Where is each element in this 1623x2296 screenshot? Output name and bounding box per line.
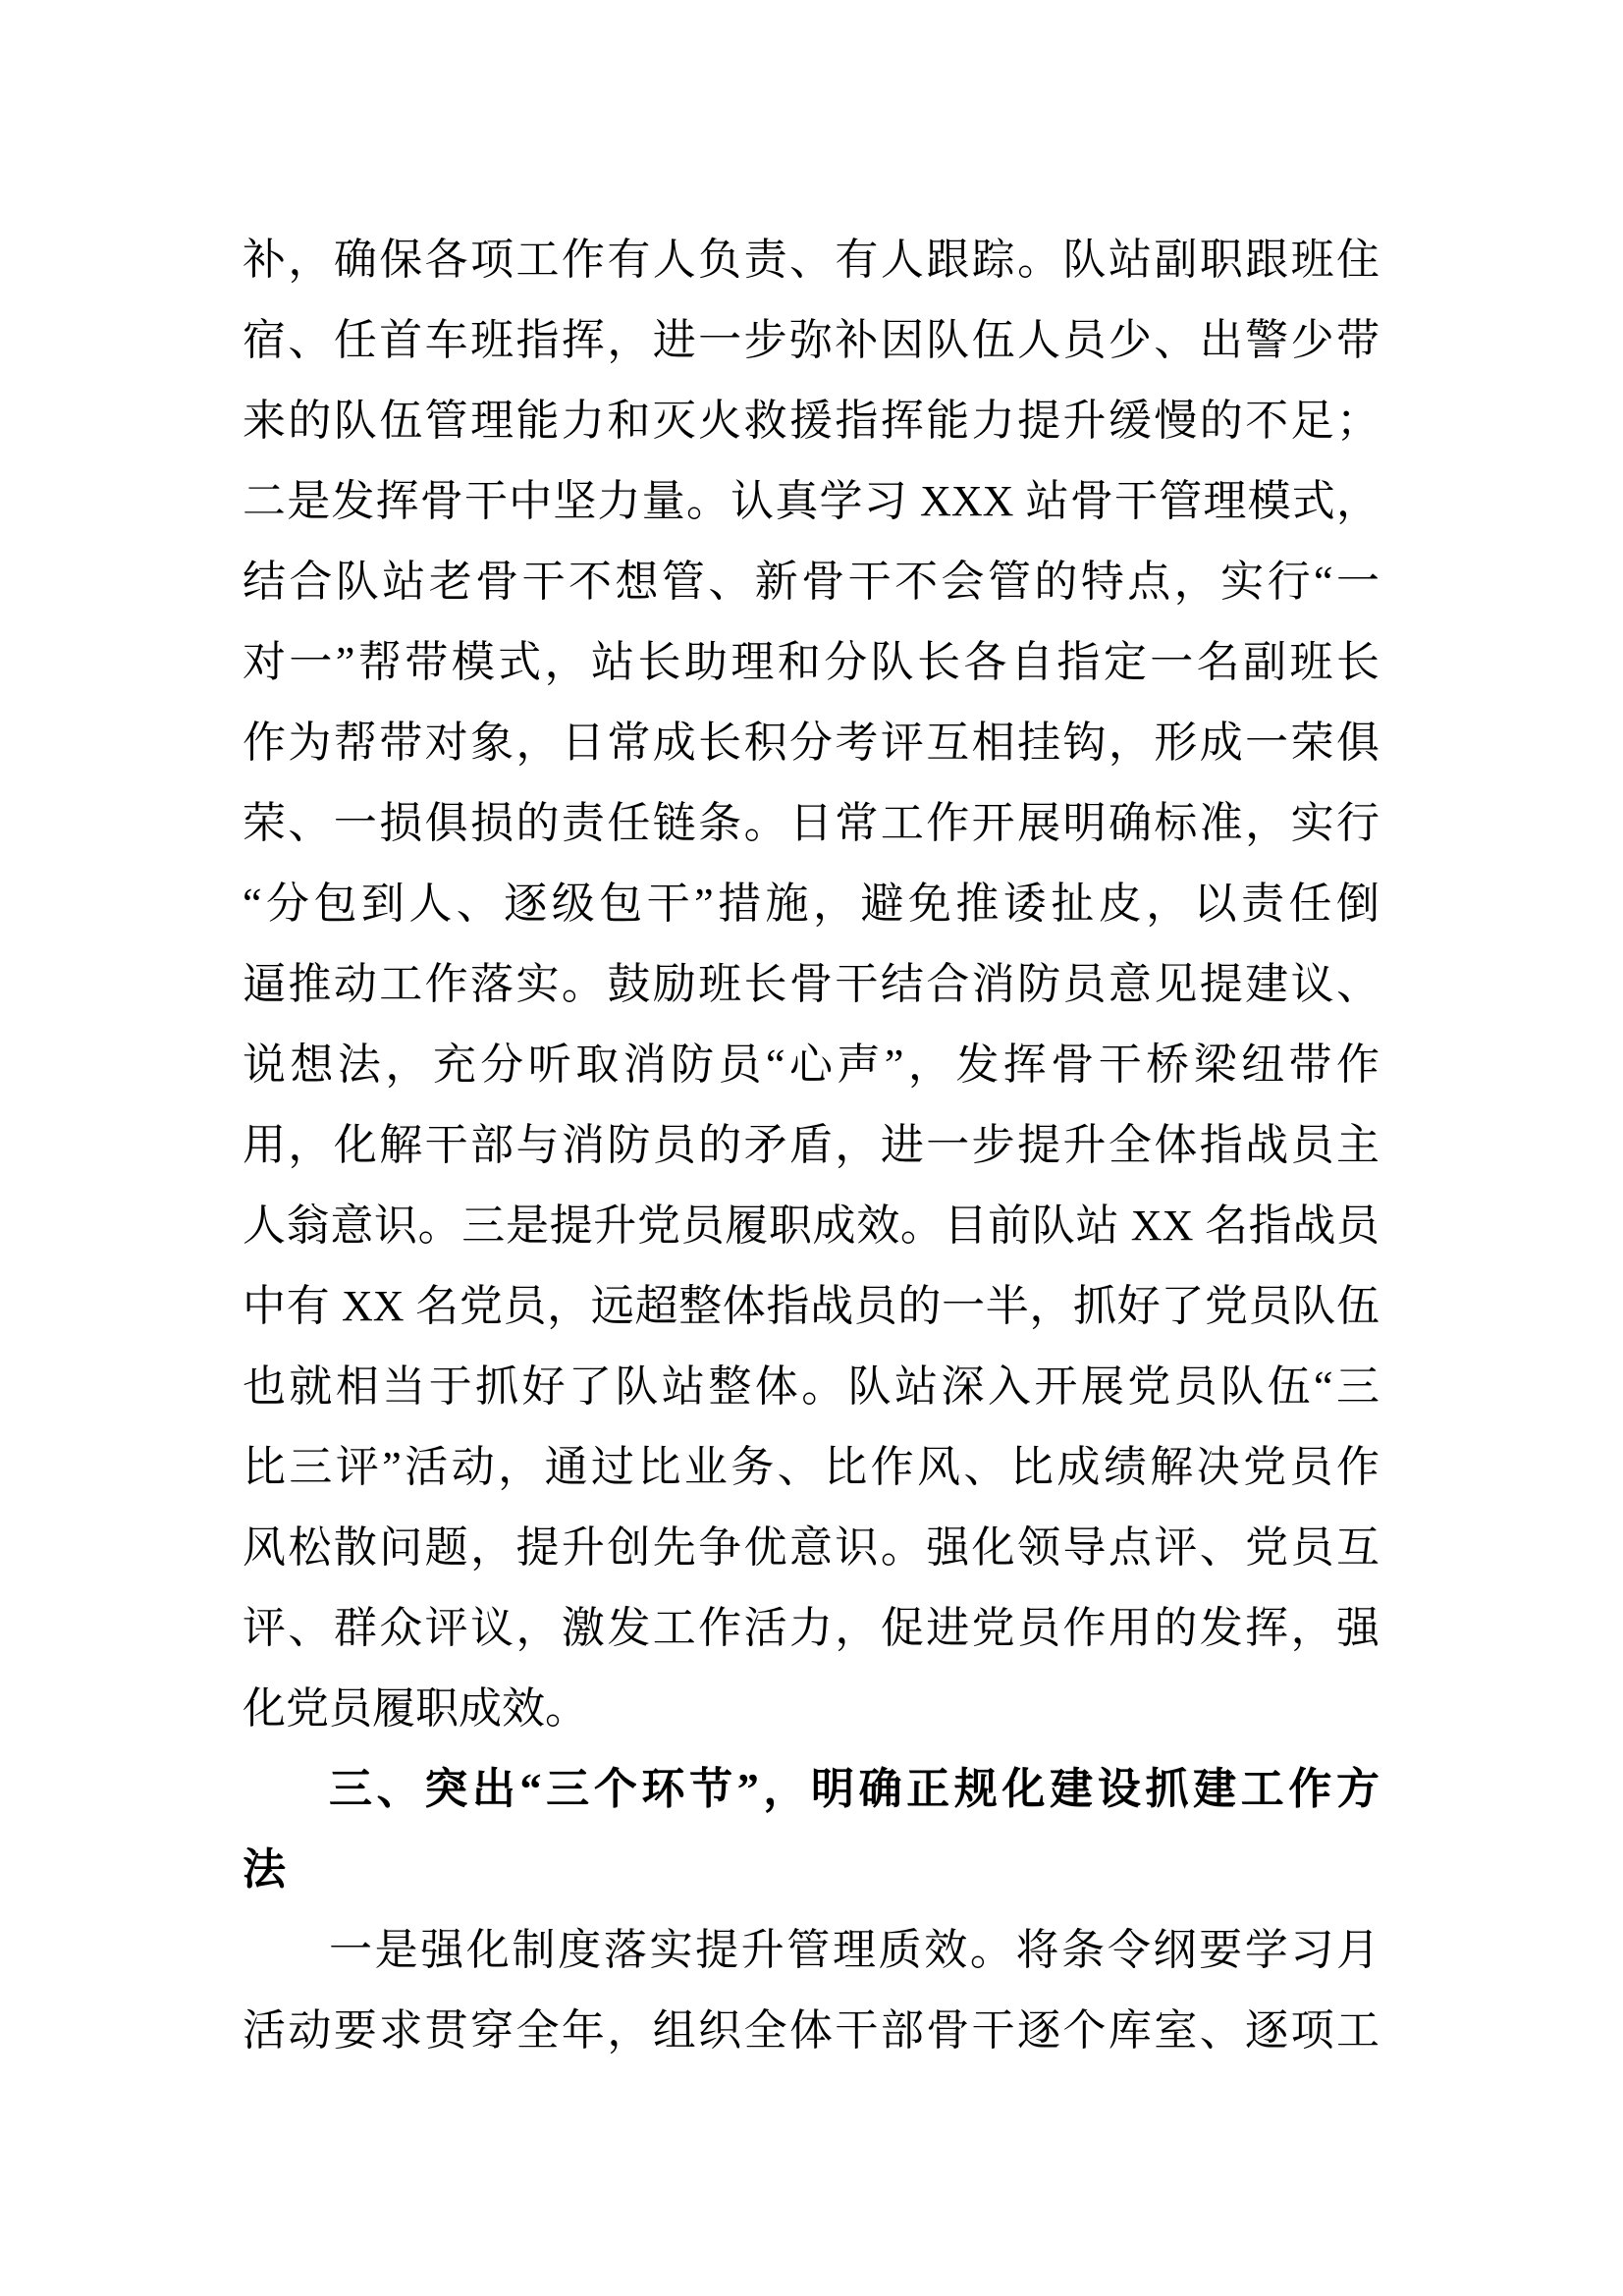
text-line: 对一”帮带模式，站长助理和分队长各自指定一名副班长 <box>243 638 1380 686</box>
text-line: 逼推动工作落实。鼓励班长骨干结合消防员意见提建议、 <box>243 960 1380 1008</box>
text-line: 比三评”活动，通过比业务、比作风、比成绩解决党员作 <box>243 1443 1380 1491</box>
text-line: 化党员履职成效。 <box>243 1684 588 1733</box>
text-line: 一是强化制度落实提升管理质效。将条令纲要学习月 <box>329 1926 1380 1974</box>
text-line: 风松散问题，提升创先争优意识。强化领导点评、党员互 <box>243 1523 1380 1572</box>
text-line: 荣、一损俱损的责任链条。日常工作开展明确标准，实行 <box>243 799 1380 847</box>
text-line: 说想法，充分听取消防员“心声”，发挥骨干桥梁纽带作 <box>243 1041 1380 1089</box>
text-line: 宿、任首车班指挥，进一步弥补因队伍人员少、出警少带 <box>243 316 1380 364</box>
text-line: 也就相当于抓好了队站整体。队站深入开展党员队伍“三 <box>243 1362 1380 1411</box>
text-line: 活动要求贯穿全年，组织全体干部骨干逐个库室、逐项工 <box>243 2006 1380 2055</box>
text-line: 人翁意识。三是提升党员履职成效。目前队站 XX 名指战员 <box>243 1201 1380 1250</box>
text-line: 来的队伍管理能力和灭火救援指挥能力提升缓慢的不足； <box>243 397 1380 445</box>
text-line: 用，化解干部与消防员的矛盾，进一步提升全体指战员主 <box>243 1121 1380 1169</box>
text-line: “分包到人、逐级包干”措施，避免推诿扯皮，以责任倒 <box>243 880 1380 928</box>
text-line: 评、群众评议，激发工作活力，促进党员作用的发挥，强 <box>243 1604 1380 1652</box>
text-line: 法 <box>243 1845 286 1894</box>
text-line: 中有 XX 名党员，远超整体指战员的一半，抓好了党员队伍 <box>243 1282 1380 1330</box>
text-line: 作为帮带对象，日常成长积分考评互相挂钩，形成一荣俱 <box>243 719 1380 767</box>
document-text-block <box>243 220 1380 2071</box>
text-line: 二是发挥骨干中坚力量。认真学习 XXX 站骨干管理模式， <box>243 477 1380 525</box>
text-line: 三、突出“三个环节”，明确正规化建设抓建工作方 <box>329 1765 1380 1813</box>
text-line: 结合队站老骨干不想管、新骨干不会管的特点，实行“一 <box>243 558 1380 606</box>
text-line: 补，确保各项工作有人负责、有人跟踪。队站副职跟班住 <box>243 236 1380 284</box>
